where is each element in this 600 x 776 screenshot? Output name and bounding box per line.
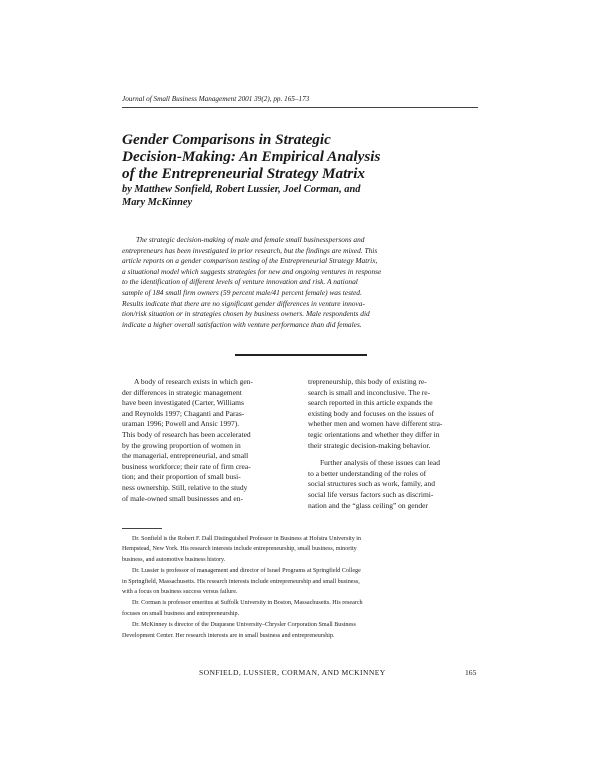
title-line: Gender Comparisons in Strategic xyxy=(122,131,331,148)
body-line: to a better understanding of the roles of xyxy=(308,468,427,478)
body-line: tion; and their proportion of small busi- xyxy=(122,472,241,482)
footnote-line: in Springfield, Massachusetts. His research interests include entrepreneurship and small business, xyxy=(122,578,360,585)
body-line: the managerial, entrepreneurial, and small xyxy=(122,451,249,461)
body-line: uraman 1996; Powell and Ansic 1997). xyxy=(122,419,240,429)
section-divider xyxy=(235,354,367,356)
author-byline xyxy=(122,183,482,209)
abstract-line: indicate a higher overall satisfaction with venture performance than did females. xyxy=(122,319,362,329)
body-line: trepreneurship, this body of existing re- xyxy=(308,377,427,386)
abstract-line: entrepreneurs has been investigated in prior research, but the findings are mixed. This xyxy=(122,245,378,255)
body-line: business workforce; their rate of firm crea- xyxy=(122,461,251,471)
footnote-line: Dr. Lussier is professor of management and director of Israel Programs at Springfield College xyxy=(132,568,361,575)
footnote-line: focuses on small business and entrepreneurship. xyxy=(122,610,240,617)
footnote-rule xyxy=(122,528,162,529)
author-line: by Matthew Sonfield, Robert Lussier, Joel Corman, and xyxy=(122,184,361,195)
author-line: Mary McKinney xyxy=(122,197,193,208)
body-line: of male-owned small businesses and en- xyxy=(122,493,244,503)
footnote-line: Hempstead, New York. His research interests include entrepreneurship, small business, minority xyxy=(122,546,357,553)
abstract-line: tion/risk situation or in strategies chosen by business owners. Male respondents did xyxy=(122,309,370,319)
body-line: tegic orientations and whether they differ in xyxy=(308,429,440,439)
abstract-line: article reports on a gender comparison testing of the Entrepreneurial Strategy Matrix, xyxy=(122,256,378,266)
abstract-line: The strategic decision-making of male and female small businesspersons and xyxy=(136,235,365,244)
footnote-line: Dr. McKinney is director of the Duquesne University–Chrysler Corporation Small Business xyxy=(132,622,356,629)
body-line: have been investigated (Carter, Williams xyxy=(122,398,244,408)
abstract-line: sample of 184 small firm owners (59 percent male/41 percent female) was tested. xyxy=(122,287,362,297)
body-line: search is small and inconclusive. The re- xyxy=(308,387,431,397)
abstract-line: Results indicate that there are no significant gender differences in venture innova- xyxy=(122,298,365,308)
footnote-line: Dr. Corman is professor emeritus at Suffolk University in Boston, Massachusetts. His research xyxy=(132,600,363,607)
running-footer: SONFIELD, LUSSIER, CORMAN, AND MCKINNEY xyxy=(199,668,386,677)
abstract xyxy=(122,235,478,330)
body-line: whether men and women have different stra- xyxy=(308,419,443,429)
footnote-line: Dr. Sonfield is the Robert F. Dall Distinguished Professor in Business at Hofstra University in xyxy=(132,536,362,542)
header-rule xyxy=(122,107,478,108)
author-footnotes xyxy=(122,534,480,641)
body-line: social life versus factors such as discrimi- xyxy=(308,489,434,499)
body-line: A body of research exists in which gen- xyxy=(134,377,253,386)
page-number: 165 xyxy=(465,668,477,677)
body-line: ness ownership. Still, relative to the study xyxy=(122,482,248,492)
title-line: of the Entrepreneurial Strategy Matrix xyxy=(122,165,366,182)
body-line: search reported in this article expands the xyxy=(308,398,433,408)
body-line: by the growing proportion of women in xyxy=(122,440,241,450)
title-line: Decision-Making: An Empirical Analysis xyxy=(122,148,381,165)
footnote-line: with a focus on business success versus failure. xyxy=(122,589,238,596)
body-line: and Reynolds 1997; Chaganti and Paras- xyxy=(122,408,245,418)
journal-citation: Journal of Small Business Management 2001 39(2), pp. 165–173 xyxy=(122,95,310,103)
body-line: social structures such as work, family, and xyxy=(308,479,435,489)
body-column-right xyxy=(308,377,476,511)
article-title xyxy=(122,131,482,182)
abstract-line: a situational model which suggests strategies for new and ongoing ventures in response xyxy=(122,266,382,276)
body-line: Further analysis of these issues can lead xyxy=(320,458,440,468)
body-column-left xyxy=(122,377,290,504)
footnote-line: Development Center. Her research interests are in small business and entrepreneurship. xyxy=(122,632,335,639)
body-line: existing body and focuses on the issues of xyxy=(308,408,435,418)
abstract-line: to the identification of different levels of venture innovation and risk. A national xyxy=(122,277,358,287)
body-line: This body of research has been accelerated xyxy=(122,429,251,439)
body-line: der differences in strategic management xyxy=(122,387,242,397)
body-line: their strategic decision-making behavior. xyxy=(308,440,431,450)
footnote-line: business, and automotive business history. xyxy=(122,556,226,563)
body-line: nation and the “glass ceiling” on gender xyxy=(308,500,428,510)
